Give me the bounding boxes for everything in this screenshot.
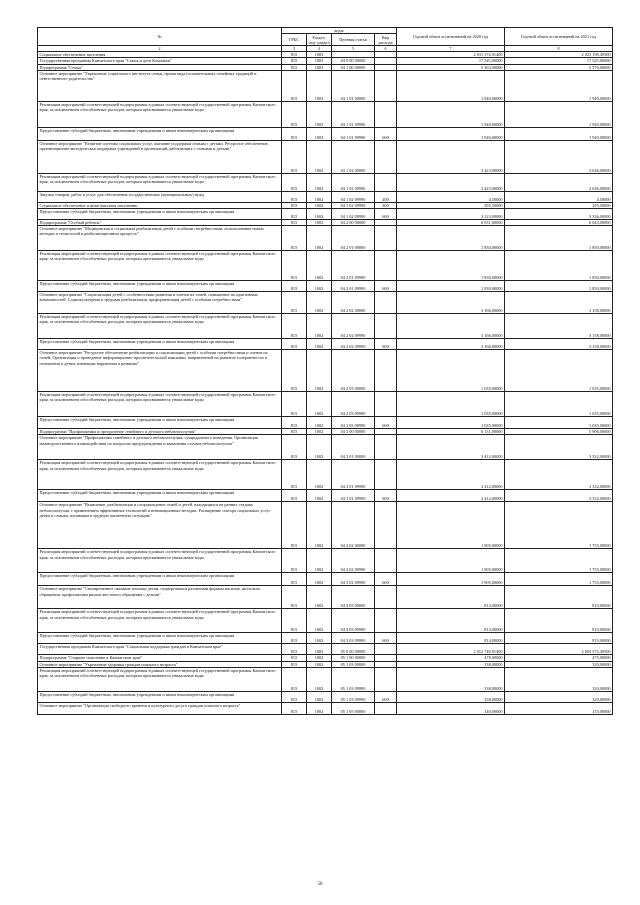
- table-row: [38, 70, 613, 101]
- row-grbs-cell: 815: [282, 209, 307, 220]
- row-name-cell: Реализация мероприятий соответствующей подпрограммы в рамках соответствующей государственной программы Камчатского края, за исключением обособленных расходов, которым присваиваются уникальные коды: [38, 173, 282, 191]
- row-razdel-cell: 1002: [307, 435, 332, 460]
- row-sum-2020-cell: 3 412,00000: [397, 435, 505, 460]
- row-razdel-cell: 1002: [307, 667, 332, 691]
- row-sum-2020-cell: 3 423,00000: [397, 173, 505, 191]
- row-grbs-cell: 815: [282, 251, 307, 281]
- column-index-cell: 6: [375, 46, 397, 52]
- table-row: [38, 609, 613, 633]
- row-sum-2021-cell: 1 940,00000: [505, 127, 613, 140]
- row-razdel-cell: 1002: [307, 226, 332, 251]
- row-razdel-cell: 1003: [307, 70, 332, 101]
- row-razdel-cell: 1002: [307, 350, 332, 392]
- row-razdel-cell: 1002: [307, 173, 332, 191]
- row-razdel-cell: 1002: [307, 490, 332, 502]
- row-sum-2020-cell: 140,00000: [397, 702, 505, 714]
- row-sum-2020-cell: 1 035,00000: [397, 350, 505, 392]
- row-target-article-cell: 05 1 00 00000: [332, 655, 375, 661]
- row-target-article-cell: 04 1 02 09990: [332, 191, 375, 202]
- row-sum-2020-cell: 3 423,00000: [397, 140, 505, 173]
- row-sum-2020-cell: 295,50000: [397, 202, 505, 208]
- table-row: [38, 417, 613, 429]
- row-grbs-cell: 815: [282, 226, 307, 251]
- row-sum-2021-cell: 1 850,00000: [505, 281, 613, 292]
- row-grbs-cell: 815: [282, 392, 307, 417]
- row-sum-2021-cell: 320,00000: [505, 667, 613, 691]
- row-sum-2021-cell: 2 023 198,49500: [505, 52, 613, 58]
- row-grbs-cell: 815: [282, 460, 307, 490]
- row-target-article-cell: 05 0 00 00000: [332, 644, 375, 655]
- row-expense-type-cell: 600: [375, 127, 397, 140]
- row-name-cell: Основное мероприятие "Медицинская и социальная реабилитация детей с особыми потребностями, использование новых методик и технологий в реабилитационном процессе": [38, 226, 282, 251]
- row-razdel-cell: 1002: [307, 220, 332, 226]
- table-row: [38, 586, 613, 609]
- row-expense-type-cell: 600: [375, 633, 397, 644]
- row-grbs-cell: 815: [282, 429, 307, 435]
- row-grbs-cell: 815: [282, 667, 307, 691]
- row-sum-2020-cell: 1 035,00000: [397, 417, 505, 429]
- row-sum-2020-cell: 1 905,00000: [397, 502, 505, 549]
- row-target-article-cell: 04 2 02 09990: [332, 314, 375, 339]
- row-grbs-cell: 815: [282, 502, 307, 549]
- table-row: [38, 101, 613, 127]
- row-grbs-cell: 815: [282, 127, 307, 140]
- row-grbs-cell: 815: [282, 435, 307, 460]
- column-index-cell: 3: [282, 46, 307, 52]
- row-sum-2021-cell: 5 576,00000: [505, 64, 613, 70]
- budget-table: [37, 27, 613, 715]
- row-razdel-cell: 1002: [307, 251, 332, 281]
- row-expense-type-cell: 300: [375, 202, 397, 208]
- row-grbs-cell: 815: [282, 633, 307, 644]
- row-sum-2021-cell: 4,50000: [505, 191, 613, 202]
- row-sum-2021-cell: 320,00000: [505, 691, 613, 702]
- header-sum-2020: Годовой объем ассигнований на 2020 год: [397, 28, 505, 46]
- row-name-cell: Реализация мероприятий соответствующей подпрограммы в рамках соответствующей государственной программы Камчатского края, за исключением обособленных расходов, которым присваиваются уникальные коды: [38, 101, 282, 127]
- row-expense-type-cell: 600: [375, 209, 397, 220]
- row-sum-2020-cell: 1 905,00000: [397, 573, 505, 586]
- row-grbs-cell: 815: [282, 339, 307, 350]
- table-row: [38, 549, 613, 573]
- row-target-article-cell: 04 3 00 00000: [332, 429, 375, 435]
- row-grbs-cell: 815: [282, 70, 307, 101]
- row-razdel-cell: 1002: [307, 609, 332, 633]
- row-expense-type-cell: 600: [375, 417, 397, 429]
- table-row: [38, 226, 613, 251]
- row-target-article-cell: 04 2 01 09990: [332, 281, 375, 292]
- row-sum-2020-cell: 5 363,00000: [397, 64, 505, 70]
- row-expense-type-cell: 600: [375, 691, 397, 702]
- row-name-cell: Основное мероприятие "Укрепление социального института семьи, пропаганда положительных семейных традиций и ответственного родительства": [38, 70, 282, 101]
- row-target-article-cell: 05 1 05 00000: [332, 702, 375, 714]
- row-name-cell: Основное мероприятие "Выявление, реабилитация и сопровождение семей и детей, находящихся на ранних стадиях неблагополучия, с применением эффективных технологий и инновационных методик. Расширение сектора социальных услуг детям и семьям, попавшим в трудную жизненную ситуацию": [38, 502, 282, 549]
- row-target-article-cell: 04 1 01 00000: [332, 70, 375, 101]
- row-sum-2021-cell: 1 940,00000: [505, 70, 613, 101]
- row-sum-2020-cell: 1 940,00000: [397, 127, 505, 140]
- row-sum-2020-cell: 2 012 749,91400: [397, 644, 505, 655]
- row-name-cell: Реализация мероприятий соответствующей подпрограммы в рамках соответствующей государственной программы Камчатского края, за исключением обособленных расходов, которым присваиваются уникальные коды: [38, 392, 282, 417]
- row-sum-2020-cell: 3 166,00000: [397, 314, 505, 339]
- row-grbs-cell: 815: [282, 220, 307, 226]
- row-name-cell: Государственная программа Камчатского края "Семья и дети Камчатки": [38, 58, 282, 64]
- row-name-cell: Предоставление субсидий бюджетным, автономным учреждениям и иным некоммерческим организациям: [38, 573, 282, 586]
- row-expense-type-cell: 200: [375, 191, 397, 202]
- row-grbs-cell: 815: [282, 609, 307, 633]
- row-target-article-cell: 04 1 02 09990: [332, 209, 375, 220]
- row-grbs-cell: 815: [282, 64, 307, 70]
- row-name-cell: Подпрограмма "Особый ребенок": [38, 220, 282, 226]
- row-razdel-cell: 1002: [307, 140, 332, 173]
- column-index-cell: 7: [397, 46, 505, 52]
- row-name-cell: Предоставление субсидий бюджетным, автономным учреждениям и иным некоммерческим организациям: [38, 281, 282, 292]
- row-expense-type-cell: [375, 226, 397, 251]
- row-expense-type-cell: [375, 586, 397, 609]
- row-target-article-cell: 04 2 00 00000: [332, 220, 375, 226]
- header-codes: коды: [282, 28, 397, 34]
- header-sum-2021: Годовой объем ассигнований на 2021 год: [505, 28, 613, 46]
- row-sum-2021-cell: 1 755,00000: [505, 549, 613, 573]
- row-name-cell: Предоставление субсидий бюджетным, автономным учреждениям и иным некоммерческим организациям: [38, 209, 282, 220]
- row-name-cell: Подпрограмма "Семья": [38, 64, 282, 70]
- row-target-article-cell: 04 3 03 09990: [332, 633, 375, 644]
- row-expense-type-cell: 600: [375, 339, 397, 350]
- row-name-cell: Закупка товаров, работ и услуг для обеспечения государственных (муниципальных) нужд: [38, 191, 282, 202]
- row-name-cell: Основное мероприятие "Укрепление здоровья граждан пожилого возраста": [38, 661, 282, 667]
- row-razdel-cell: 1002: [307, 549, 332, 573]
- row-grbs-cell: 815: [282, 350, 307, 392]
- row-grbs-cell: 815: [282, 655, 307, 661]
- row-sum-2021-cell: 1 940,00000: [505, 101, 613, 127]
- row-name-cell: Предоставление субсидий бюджетным, автономным учреждениям и иным некоммерческим организациям: [38, 691, 282, 702]
- row-name-cell: Социальное обеспечение населения: [38, 52, 282, 58]
- row-grbs-cell: 815: [282, 644, 307, 655]
- row-name-cell: Подпрограмма "Профилактика и преодоление семейного и детского неблагополучия": [38, 429, 282, 435]
- row-expense-type-cell: [375, 644, 397, 655]
- table-row: [38, 209, 613, 220]
- row-sum-2021-cell: 1 755,00000: [505, 573, 613, 586]
- row-razdel-cell: 1002: [307, 586, 332, 609]
- row-sum-2020-cell: 338,00000: [397, 667, 505, 691]
- row-sum-2021-cell: 2 004 573,49500: [505, 644, 613, 655]
- row-grbs-cell: 815: [282, 691, 307, 702]
- row-sum-2021-cell: 3 158,00000: [505, 339, 613, 350]
- row-sum-2020-cell: 1 905,00000: [397, 549, 505, 573]
- row-razdel-cell: 1002: [307, 633, 332, 644]
- row-sum-2020-cell: 6 131,00000: [397, 429, 505, 435]
- row-target-article-cell: 04 2 03 00000: [332, 350, 375, 392]
- row-razdel-cell: 1002: [307, 661, 332, 667]
- row-razdel-cell: 1002: [307, 339, 332, 350]
- row-name-cell: Реализация мероприятий соответствующей подпрограммы в рамках соответствующей государственной программы Камчатского края, за исключением обособленных расходов, которым присваиваются уникальные коды: [38, 460, 282, 490]
- row-expense-type-cell: [375, 251, 397, 281]
- column-index-cell: 2: [38, 46, 282, 52]
- row-razdel-cell: 1002: [307, 691, 332, 702]
- row-expense-type-cell: [375, 435, 397, 460]
- row-sum-2020-cell: 3 412,00000: [397, 460, 505, 490]
- table-row: [38, 127, 613, 140]
- row-razdel-cell: 1003: [307, 52, 332, 58]
- row-sum-2021-cell: 320,00000: [505, 661, 613, 667]
- row-razdel-cell: 1002: [307, 502, 332, 549]
- row-sum-2020-cell: 3 166,00000: [397, 339, 505, 350]
- row-sum-2020-cell: 3 412,00000: [397, 490, 505, 502]
- row-grbs-cell: 815: [282, 58, 307, 64]
- row-sum-2021-cell: 1 035,00000: [505, 392, 613, 417]
- column-index-cell: 5: [332, 46, 375, 52]
- row-grbs-cell: 815: [282, 549, 307, 573]
- row-sum-2021-cell: 1 850,00000: [505, 226, 613, 251]
- row-name-cell: Реализация мероприятий соответствующей подпрограммы в рамках соответствующей государственной программы Камчатского края, за исключением обособленных расходов, которым присваиваются уникальные коды: [38, 314, 282, 339]
- row-name-cell: Предоставление субсидий бюджетным, автономным учреждениям и иным некоммерческим организациям: [38, 417, 282, 429]
- table-row: [38, 702, 613, 714]
- row-target-article-cell: 05 1 03 09990: [332, 691, 375, 702]
- row-target-article-cell: 04 1 02 09990: [332, 202, 375, 208]
- row-sum-2021-cell: 5 906,00000: [505, 429, 613, 435]
- row-expense-type-cell: 600: [375, 281, 397, 292]
- row-name-cell: Основное мероприятие "Профилактика семейного и детского неблагополучия, суицидального поведения. Организация межведомственного взаимодействия по вопросам предупреждения и выявления случаев неблагополучия": [38, 435, 282, 460]
- table-row: [38, 173, 613, 191]
- row-razdel-cell: 1002: [307, 281, 332, 292]
- row-sum-2021-cell: 17 525,00000: [505, 58, 613, 64]
- row-name-cell: Реализация мероприятий соответствующей подпрограммы в рамках соответствующей государственной программы Камчатского края, за исключением обособленных расходов, которым присваиваются уникальные коды: [38, 251, 282, 281]
- row-target-article-cell: 04 3 01 09990: [332, 490, 375, 502]
- row-expense-type-cell: 600: [375, 573, 397, 586]
- row-target-article-cell: 04 2 03 09990: [332, 417, 375, 429]
- table-row: [38, 350, 613, 392]
- table-row: [38, 251, 613, 281]
- row-sum-2021-cell: 1 850,00000: [505, 251, 613, 281]
- row-sum-2020-cell: 3 166,00000: [397, 292, 505, 314]
- row-sum-2020-cell: 814,00000: [397, 633, 505, 644]
- row-target-article-cell: 05 1 03 09990: [332, 667, 375, 691]
- table-row: [38, 460, 613, 490]
- row-sum-2021-cell: 3 636,00000: [505, 173, 613, 191]
- row-sum-2021-cell: 155,00000: [505, 702, 613, 714]
- row-sum-2021-cell: 3 336,00000: [505, 209, 613, 220]
- row-name-cell: Государственная программа Камчатского края "Социальная поддержка граждан в Камчатском крае": [38, 644, 282, 655]
- row-razdel-cell: 1002: [307, 392, 332, 417]
- row-sum-2020-cell: 1 035,00000: [397, 392, 505, 417]
- row-sum-2021-cell: 3 158,00000: [505, 314, 613, 339]
- row-target-article-cell: 04 3 02 00000: [332, 502, 375, 549]
- page-number: 56: [317, 882, 323, 887]
- row-sum-2021-cell: 3 158,00000: [505, 292, 613, 314]
- table-row: [38, 490, 613, 502]
- row-target-article-cell: 04 1 02 00000: [332, 140, 375, 173]
- budget-table-page: [37, 27, 612, 715]
- row-expense-type-cell: [375, 350, 397, 392]
- row-razdel-cell: 1003: [307, 644, 332, 655]
- column-index-cell: 8: [505, 46, 613, 52]
- row-sum-2020-cell: 1 940,00000: [397, 101, 505, 127]
- row-name-cell: Предоставление субсидий бюджетным, автономным учреждениям и иным некоммерческим организациям: [38, 490, 282, 502]
- row-razdel-cell: 1002: [307, 314, 332, 339]
- table-row: [38, 573, 613, 586]
- row-sum-2020-cell: 338,00000: [397, 661, 505, 667]
- row-sum-2020-cell: 1 830,00000: [397, 281, 505, 292]
- table-row: [38, 314, 613, 339]
- row-target-article-cell: 04 1 02 09990: [332, 173, 375, 191]
- row-target-article-cell: 04 1 00 00000: [332, 64, 375, 70]
- row-name-cell: Основное мероприятие "Ресурсное обеспечение реабилитации и социализации детей с особыми потребностями и членов их семей. Организация и проведение информационно-просветительской кампании, направленной на развитие толерантности в отношении к детям, имеющим нарушения в развитии": [38, 350, 282, 392]
- row-sum-2021-cell: 3 636,00000: [505, 140, 613, 173]
- row-target-article-cell: 04 2 02 00000: [332, 292, 375, 314]
- table-row: [38, 644, 613, 655]
- row-sum-2021-cell: 3 332,00000: [505, 435, 613, 460]
- header-num: №: [38, 28, 282, 46]
- row-target-article-cell: 04 1 01 09990: [332, 127, 375, 140]
- row-razdel-cell: 1002: [307, 702, 332, 714]
- row-target-article-cell: 04 3 03 00000: [332, 586, 375, 609]
- table-row: [38, 191, 613, 202]
- row-target-article-cell: 04 3 03 09990: [332, 609, 375, 633]
- row-razdel-cell: 1002: [307, 209, 332, 220]
- row-name-cell: Предоставление субсидий бюджетным, автономным учреждениям и иным некоммерческим организациям: [38, 633, 282, 644]
- row-name-cell: Предоставление субсидий бюджетным, автономным учреждениям и иным некоммерческим организациям: [38, 339, 282, 350]
- row-razdel-cell: 1002: [307, 202, 332, 208]
- table-row: [38, 292, 613, 314]
- row-expense-type-cell: [375, 502, 397, 549]
- row-expense-type-cell: [375, 173, 397, 191]
- row-sum-2020-cell: 4,50000: [397, 191, 505, 202]
- row-expense-type-cell: [375, 292, 397, 314]
- table-row: [38, 339, 613, 350]
- row-grbs-cell: 815: [282, 52, 307, 58]
- header-expense-type: Вид расхода: [375, 34, 397, 46]
- header-razdel: Раздел, под- раздел: [307, 34, 332, 46]
- row-name-cell: Реализация мероприятий соответствующей подпрограммы в рамках соответствующей государственной программы Камчатского края, за исключением обособленных расходов, которым присваиваются уникальные коды: [38, 609, 282, 633]
- row-expense-type-cell: [375, 140, 397, 173]
- row-expense-type-cell: [375, 392, 397, 417]
- row-grbs-cell: 815: [282, 140, 307, 173]
- row-sum-2020-cell: 6 031,00000: [397, 220, 505, 226]
- row-razdel-cell: 1002: [307, 191, 332, 202]
- row-name-cell: Основное мероприятие "Социализация детей с особенностями развития и членов их семей, повышение их адаптивных возможностей. Социокультурная и трудовая реабилитация, профориентация детей с особыми потребностями": [38, 292, 282, 314]
- column-index-cell: 4: [307, 46, 332, 52]
- row-name-cell: Основное мероприятие "Организация свободного времени и культурного досуга граждан пожилого возраста": [38, 702, 282, 714]
- row-name-cell: Основное мероприятие "Развитие системы социальных услуг, оказание поддержки семьям с детьми. Ресурсное обеспечение, организационно-методическая поддержка учреждений и организаций, работающих с семьями и детьми": [38, 140, 282, 173]
- row-expense-type-cell: [375, 702, 397, 714]
- row-sum-2020-cell: 17 525,00000: [397, 58, 505, 64]
- row-target-article-cell: 04 1 01 09990: [332, 101, 375, 127]
- row-razdel-cell: 1002: [307, 573, 332, 586]
- row-target-article-cell: 04 3 01 09990: [332, 460, 375, 490]
- row-razdel-cell: 1002: [307, 655, 332, 661]
- row-target-article-cell: 04 3 02 09990: [332, 573, 375, 586]
- row-razdel-cell: 1003: [307, 58, 332, 64]
- table-row: [38, 691, 613, 702]
- row-sum-2021-cell: 819,00000: [505, 609, 613, 633]
- row-sum-2021-cell: 819,00000: [505, 586, 613, 609]
- row-grbs-cell: 815: [282, 101, 307, 127]
- row-sum-2021-cell: 1 035,00000: [505, 417, 613, 429]
- row-sum-2020-cell: 338,00000: [397, 691, 505, 702]
- row-sum-2020-cell: 3 123,00000: [397, 209, 505, 220]
- table-row: [38, 281, 613, 292]
- row-target-article-cell: 05 1 03 00000: [332, 661, 375, 667]
- row-target-article-cell: 04 0 00 00000: [332, 58, 375, 64]
- row-target-article-cell: 04 2 01 09990: [332, 251, 375, 281]
- row-expense-type-cell: [375, 314, 397, 339]
- row-grbs-cell: 815: [282, 281, 307, 292]
- row-target-article-cell: 04 3 01 00000: [332, 435, 375, 460]
- row-sum-2021-cell: 1 035,00000: [505, 350, 613, 392]
- table-row: [38, 435, 613, 460]
- row-name-cell: Реализация мероприятий соответствующей подпрограммы в рамках соответствующей государственной программы Камчатского края, за исключением обособленных расходов, которым присваиваются уникальные коды: [38, 549, 282, 573]
- row-expense-type-cell: [375, 609, 397, 633]
- row-name-cell: Предоставление субсидий бюджетным, автономным учреждениям и иным некоммерческим организациям: [38, 127, 282, 140]
- row-sum-2021-cell: 475,00000: [505, 655, 613, 661]
- row-sum-2020-cell: 1 940,00000: [397, 70, 505, 101]
- row-sum-2021-cell: 1 755,00000: [505, 502, 613, 549]
- row-razdel-cell: 1003: [307, 64, 332, 70]
- row-expense-type-cell: [375, 101, 397, 127]
- row-razdel-cell: 1002: [307, 292, 332, 314]
- row-razdel-cell: 1003: [307, 127, 332, 140]
- row-target-article-cell: 04 2 03 09990: [332, 392, 375, 417]
- table-row: [38, 502, 613, 549]
- row-name-cell: Основное мероприятие "Своевременное оказание помощи детям, подвергшимся различным формам насилия, жестокого обращения; профилактика рисков жестокого обращения с детьми": [38, 586, 282, 609]
- row-name-cell: Подпрограмма "Старшее поколение в Камчатском крае": [38, 655, 282, 661]
- row-expense-type-cell: [375, 667, 397, 691]
- row-razdel-cell: 1002: [307, 460, 332, 490]
- row-grbs-cell: 815: [282, 292, 307, 314]
- row-grbs-cell: 815: [282, 202, 307, 208]
- row-name-cell: Социальное обеспечение и иные выплаты населению: [38, 202, 282, 208]
- row-grbs-cell: 815: [282, 702, 307, 714]
- table-row: [38, 667, 613, 691]
- row-name-cell: Реализация мероприятий соответствующей подпрограммы в рамках соответствующей государственной программы Камчатского края, за исключением обособленных расходов, которым присваиваются уникальные коды: [38, 667, 282, 691]
- row-sum-2020-cell: 1 830,00000: [397, 251, 505, 281]
- row-sum-2020-cell: 2 031 374,91400: [397, 52, 505, 58]
- row-grbs-cell: 815: [282, 490, 307, 502]
- row-sum-2021-cell: 295,50000: [505, 202, 613, 208]
- header-target-article: Целевая статья: [332, 34, 375, 46]
- row-grbs-cell: 815: [282, 191, 307, 202]
- row-target-article-cell: 04 3 02 09990: [332, 549, 375, 573]
- row-grbs-cell: 815: [282, 314, 307, 339]
- table-row: [38, 392, 613, 417]
- row-sum-2021-cell: 3 332,00000: [505, 460, 613, 490]
- table-body: [38, 46, 613, 715]
- row-expense-type-cell: 600: [375, 490, 397, 502]
- row-grbs-cell: 815: [282, 417, 307, 429]
- table-row: [38, 140, 613, 173]
- row-sum-2020-cell: 814,00000: [397, 586, 505, 609]
- row-sum-2021-cell: 6 043,00000: [505, 220, 613, 226]
- header-grbs: ГРБС: [282, 34, 307, 46]
- row-grbs-cell: 815: [282, 573, 307, 586]
- row-sum-2020-cell: 478,00000: [397, 655, 505, 661]
- row-sum-2021-cell: 819,00000: [505, 633, 613, 644]
- row-razdel-cell: 1002: [307, 417, 332, 429]
- row-expense-type-cell: [375, 70, 397, 101]
- row-grbs-cell: 815: [282, 173, 307, 191]
- row-expense-type-cell: [375, 549, 397, 573]
- row-razdel-cell: 1002: [307, 429, 332, 435]
- row-target-article-cell: 04 2 01 00000: [332, 226, 375, 251]
- row-grbs-cell: 815: [282, 586, 307, 609]
- row-razdel-cell: 1003: [307, 101, 332, 127]
- row-grbs-cell: 815: [282, 661, 307, 667]
- row-sum-2021-cell: 3 332,00000: [505, 490, 613, 502]
- row-target-article-cell: 04 2 02 09990: [332, 339, 375, 350]
- row-sum-2020-cell: 814,00000: [397, 609, 505, 633]
- row-sum-2020-cell: 1 830,00000: [397, 226, 505, 251]
- table-row: [38, 633, 613, 644]
- row-expense-type-cell: [375, 460, 397, 490]
